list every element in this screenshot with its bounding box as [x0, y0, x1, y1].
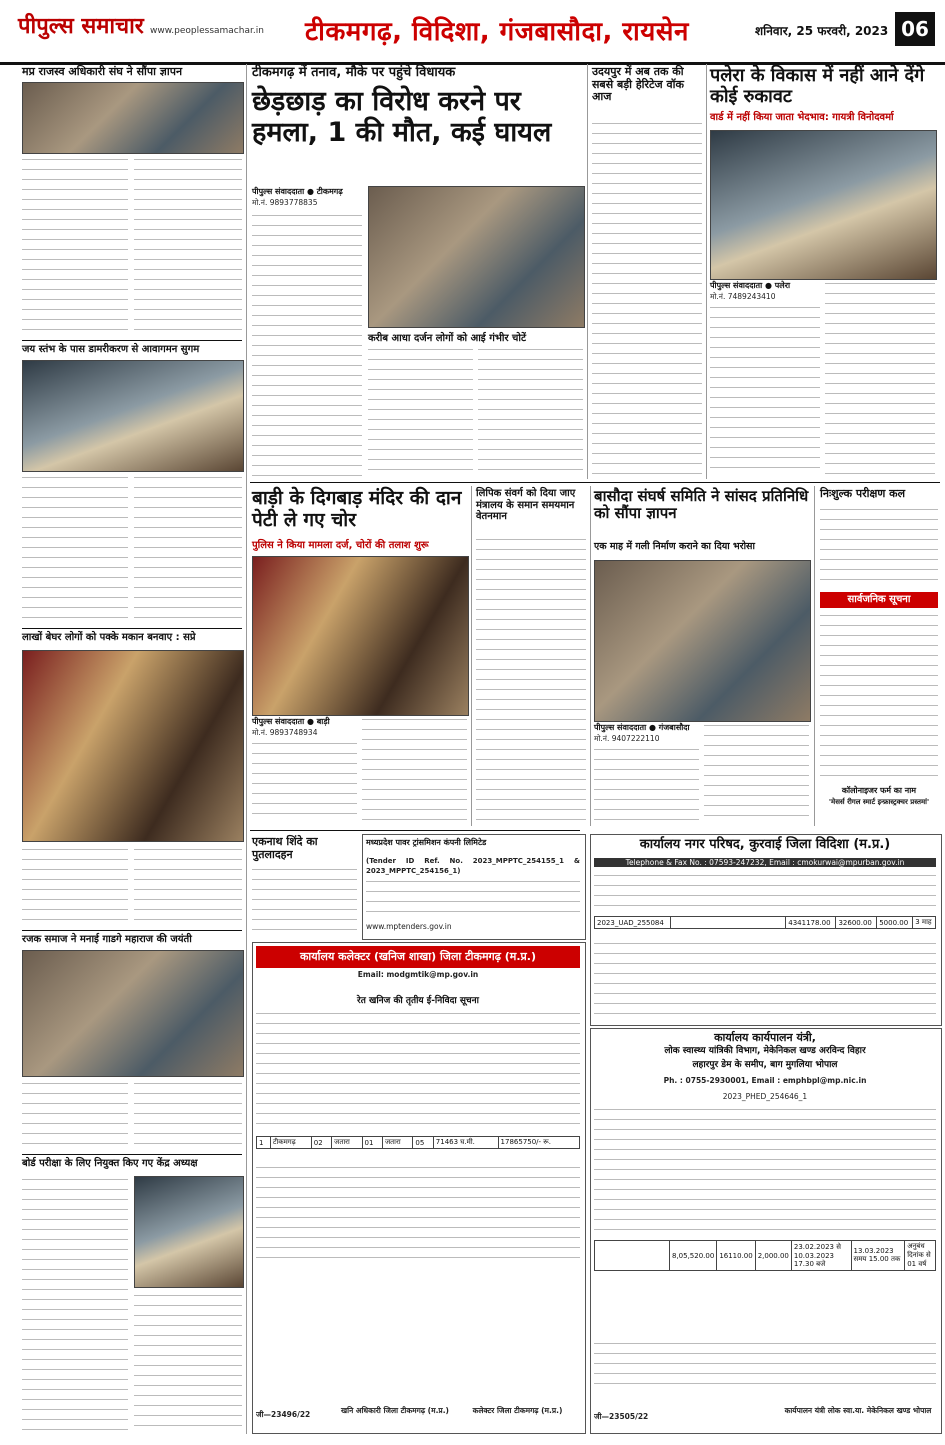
article-body [252, 212, 362, 477]
signatory: कलेक्टर जिला टीकमगढ़ (म.प्र.) [472, 1406, 563, 1415]
notice-org: कार्यालय नगर परिषद, कुरवाई जिला विदिशा (म.प्र.) [639, 837, 891, 852]
article-photo [134, 1176, 244, 1288]
article-body [820, 506, 938, 588]
tender-body [256, 1010, 580, 1130]
article-headline: उदयपुर में अब तक की सबसे बड़ी हेरिटेज वॉक आज [592, 65, 684, 104]
story-kicker: टीकमगढ़ में तनाव, मौके पर पहुंचे विधायक [252, 65, 456, 80]
page-cities-title: टीकमगढ़, विदिशा, गंजबासौदा, रायसेन [305, 17, 689, 47]
notice-footer: कॉलोनाइजर फर्म का नाम [841, 786, 917, 795]
article-body [134, 846, 242, 926]
article-body [710, 304, 820, 477]
article-body [22, 1176, 128, 1431]
article-headline: बाड़ी के दिगबाड़ मंदिर की दान पेटी ले गए चोर [252, 487, 462, 531]
tender-org: मध्यप्रदेश पावर ट्रांसमिशन कंपनी लिमिटेड [366, 838, 487, 847]
article-body [825, 280, 935, 477]
newspaper-logo: पीपुल्स समाचार [18, 14, 144, 39]
article-subheadline: एक माह में गली निर्माण कराने का दिया भरोसा [594, 541, 755, 552]
photo-caption: करीब आधा दर्जन लोगों को आई गंभीर चोटें [368, 330, 583, 344]
article-body [594, 746, 699, 822]
main-headline: छेड़छाड़ का विरोध करने पर हमला, 1 की मौत, कई घायल [252, 86, 552, 149]
article-headline: बोर्ड परीक्षा के लिए नियुक्त किए गए केंद्र अध्यक्ष [22, 1158, 198, 1169]
notice-contact: Telephone & Fax No. : 07593-247232, Email : cmokurwai@mpurban.gov.in [594, 858, 936, 867]
tender-ref: (Tender ID Ref. No. 2023_MPPTC_254155_1 & 2023_MPPTC_254156_1) [366, 857, 580, 875]
tender-ref: 2023_PHED_254646_1 [722, 1092, 808, 1101]
article-headline: लाखों बेघर लोगों को पक्के मकान बनवाए : सप्रे [22, 632, 196, 643]
tender-contact: Ph. : 0755-2930001, Email : emphbpl@mp.nic.in [663, 1076, 867, 1085]
signatory: खनि अधिकारी जिला टीकमगढ़ (म.प्र.) [341, 1406, 449, 1415]
notice-body [594, 872, 936, 912]
article-headline: रजक समाज ने मनाई गाडगे महाराज की जयंती [22, 934, 192, 945]
article-body [134, 1292, 242, 1431]
article-body [362, 716, 467, 822]
page-number: 06 [895, 12, 935, 46]
article-headline: बासौदा संघर्ष समिति ने सांसद प्रतिनिधि को सौंपा ज्ञापन [594, 487, 809, 523]
article-headline: एकनाथ शिंदे का पुतलादहन [252, 835, 318, 861]
article-body [252, 866, 357, 936]
article-photo [594, 560, 811, 722]
tender-body [256, 1164, 580, 1264]
notice-firm: 'मेसर्स रीगल स्मार्ट इन्फ्रास्ट्रक्चर प्रस्तमां' [828, 798, 930, 806]
tender-table: 1 टीकमगढ़ 02 जतारा 01 जतारा 05 71463 घ.मी. 17865750/- रू. [256, 1136, 580, 1149]
tender-body [594, 1106, 936, 1236]
tender-org: कार्यालय कलेक्टर (खनिज शाखा) जिला टीकमगढ़ (म.प्र.) [256, 946, 580, 968]
notice-body [820, 612, 938, 782]
article-photo [252, 556, 469, 716]
issue-date: शनिवार, 25 फरवरी, 2023 [755, 24, 889, 38]
tender-address: लहारपुर डेम के समीप, बाग मुगलिया भोपाल [692, 1060, 838, 1070]
article-headline: जय स्तंभ के पास डामरीकरण से आवागमन सुगम [22, 344, 200, 355]
notice-table: 2023_UAD_255084 4341178.00 32600.00 5000.00 3 माह [594, 916, 936, 929]
tender-table: 8,05,520.00 16110.00 2,000.00 23.02.2023 से 10.03.2023 17.30 बजे 13.03.2023 समय 15.00 तक अनुबंध दिनांक से 01 वर्ष [594, 1240, 936, 1271]
tender-site: www.mptenders.gov.in [366, 922, 452, 931]
byline: पीपुल्स संवाददाता ● टीकमगढ़ [252, 186, 362, 197]
ad-code: जी—23496/22 [256, 1410, 311, 1419]
work-description-cell [595, 1241, 670, 1271]
main-photo [368, 186, 585, 328]
article-body [368, 346, 473, 477]
article-photo [22, 650, 244, 842]
notice-header: सार्वजनिक सूचना [820, 592, 938, 608]
article-body [476, 536, 586, 822]
article-body [134, 156, 242, 336]
signatory: कार्यपालन यंत्री लोक स्वा.या. मेकेनिकल खण्ड भोपाल [784, 1406, 932, 1415]
article-body [22, 1080, 128, 1150]
ad-code: जी—23505/22 [594, 1412, 649, 1421]
article-body [22, 156, 128, 336]
article-body [704, 722, 809, 822]
tender-dept: लोक स्वास्थ्य यांत्रिकी विभाग, मेकेनिकल खण्ड अरविन्द विहार [664, 1046, 866, 1056]
article-headline: पलेरा के विकास में नहीं आने देंगे कोई रुकावट [710, 65, 925, 107]
article-photo [710, 130, 937, 280]
reporter-phone: मो.नं. 7489243410 [710, 292, 776, 301]
byline: पीपुल्स संवाददाता ● गंजबासौदा [594, 722, 699, 733]
byline: पीपुल्स संवाददाता ● बाड़ी [252, 716, 357, 727]
article-subheadline: पुलिस ने किया मामला दर्ज, चोरों की तलाश शुरू [252, 540, 429, 551]
website-url: www.peoplessamachar.in [150, 26, 264, 36]
article-subheadline: वार्ड में नहीं किया जाता भेदभाव: गायत्री विनोदवर्मा [710, 112, 894, 123]
article-body [22, 846, 128, 926]
reporter-phone: मो.नं. 9893748934 [252, 728, 318, 737]
reporter-phone: मो.नं. 9407222110 [594, 734, 660, 743]
tender-title: रेत खनिज की तृतीय ई-निविदा सूचना [357, 996, 479, 1006]
article-photo [22, 950, 244, 1077]
article-headline: लिपिक संवर्ग को दिया जाए मंत्रालय के समान समयमान वेतनमान [476, 488, 576, 522]
article-photo [22, 82, 244, 154]
article-body [134, 474, 242, 624]
tender-body [594, 1340, 936, 1390]
work-description-cell [671, 917, 786, 929]
byline: पीपुल्स संवाददाता ● पलेरा [710, 280, 820, 291]
article-body [134, 1080, 242, 1150]
tender-org: कार्यालय कार्यपालन यंत्री, [714, 1031, 816, 1044]
tender-email: Email: modgmtik@mp.gov.in [357, 970, 479, 979]
article-headline: निःशुल्क परीक्षण कल [820, 487, 906, 500]
article-body [592, 120, 702, 477]
article-headline: मप्र राजस्व अधिकारी संघ ने सौंपा ज्ञापन [22, 65, 183, 78]
tender-body [366, 878, 580, 918]
article-body [478, 346, 583, 477]
article-photo [22, 360, 244, 472]
article-body [22, 474, 128, 624]
notice-body [594, 940, 936, 1020]
article-body [252, 740, 357, 822]
reporter-phone: मो.नं. 9893778835 [252, 198, 318, 207]
